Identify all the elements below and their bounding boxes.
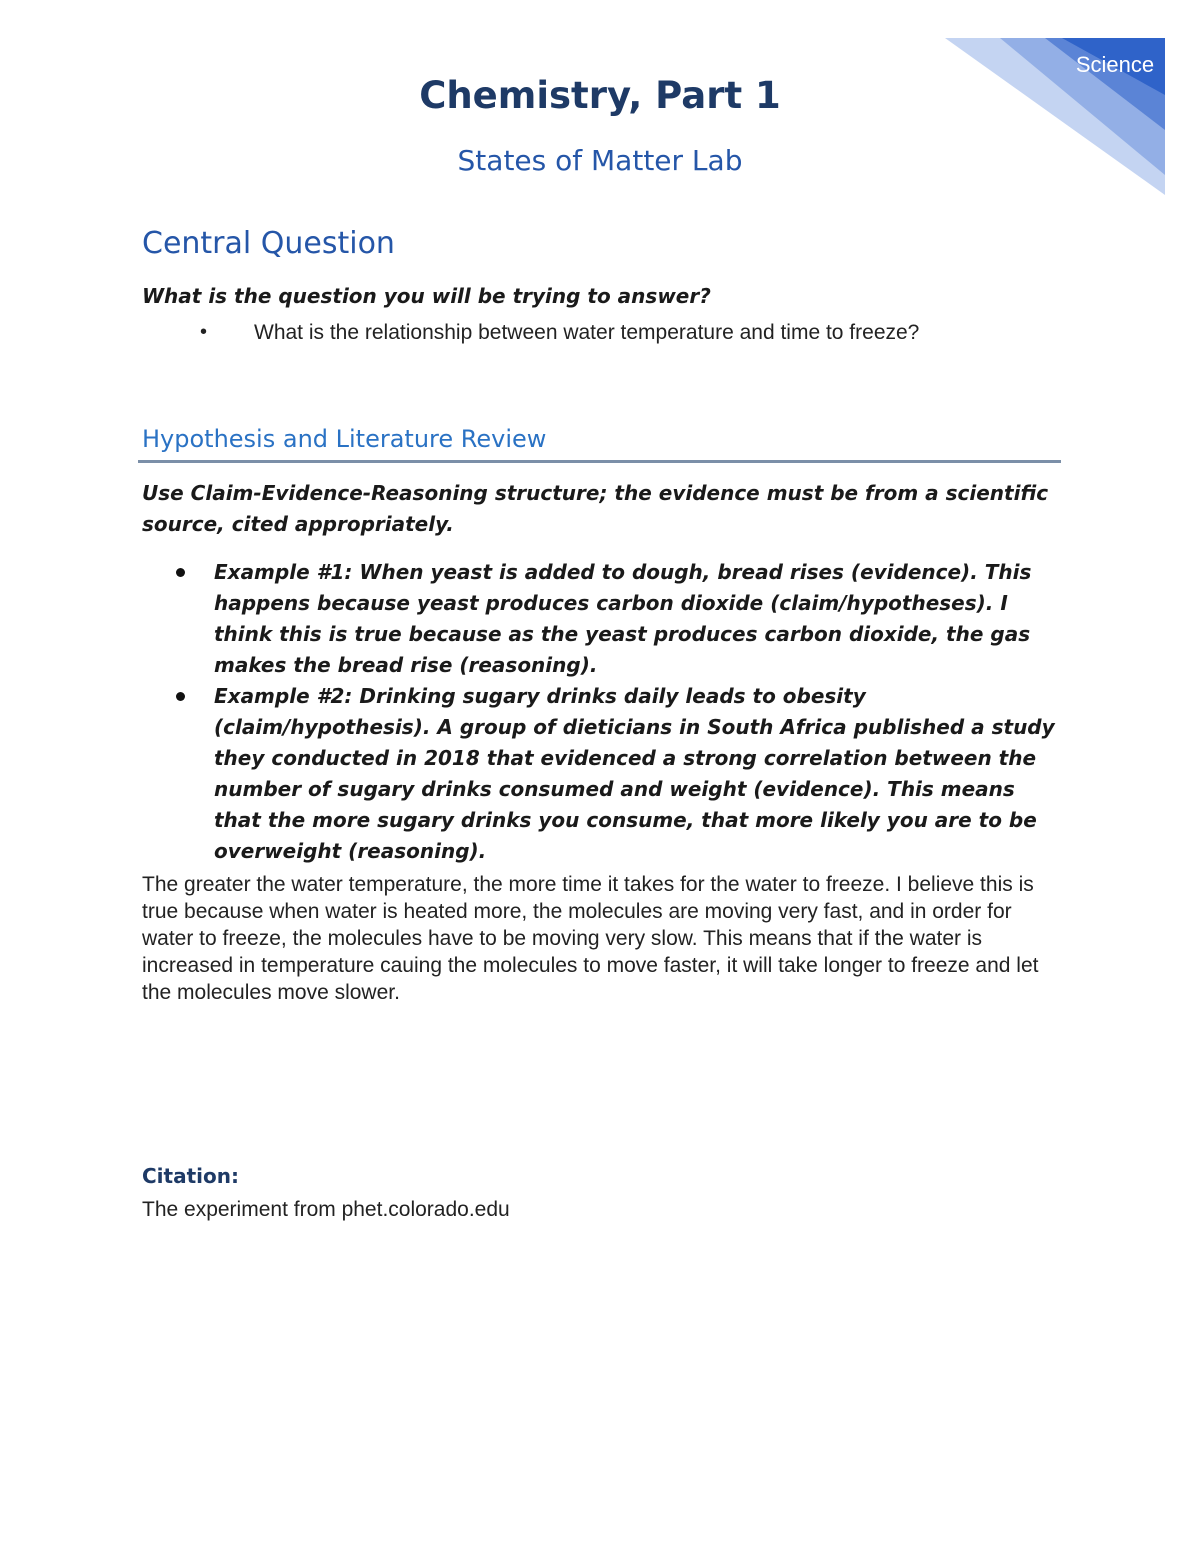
central-question-answer: What is the relationship between water temperature and time to freeze?	[254, 321, 920, 344]
bullet-dot-icon	[176, 692, 185, 701]
hypothesis-prompt: Use Claim-Evidence-Reasoning structure; the evidence must be from a scientific source, cited appropriately.	[142, 481, 1049, 536]
bullet-marker: •	[200, 321, 208, 343]
examples-list	[142, 557, 1062, 867]
page-subtitle: States of Matter Lab	[457, 144, 743, 177]
citation-heading: Citation:	[142, 1164, 239, 1188]
subject-tag: Science	[1075, 52, 1155, 77]
list-item	[142, 681, 1062, 867]
corner-decoration	[0, 0, 1200, 240]
hypothesis-answer: The greater the water temperature, the more time it takes for the water to freeze. I believe this is true because when water is heated more, the molecules are moving very fast, and in order for water to freeze, the molecules have to be moving very slow. This means that if the water is increased in temperature cauing the molecules to move faster, it will take longer to freeze and let the molecules move slower.	[142, 873, 1039, 1004]
example-text: Example #1: When yeast is added to dough, bread rises (evidence). This happens because yeast produces carbon dioxide (claim/hypotheses). I think this is true because as the yeast produces carbon dioxide, the gas makes the bread rise (reasoning).	[214, 560, 1032, 677]
section-divider	[138, 460, 1061, 463]
bullet-dot-icon	[176, 568, 185, 577]
central-question-heading: Central Question	[142, 226, 395, 261]
hypothesis-heading: Hypothesis and Literature Review	[142, 425, 547, 453]
list-item	[142, 557, 1062, 681]
central-question-prompt: What is the question you will be trying to answer?	[142, 284, 711, 308]
example-text: Example #2: Drinking sugary drinks daily leads to obesity (claim/hypothesis). A group of dieticians in South Africa published a study they conducted in 2018 that evidenced a strong correlation between the number of sugary drinks consumed and weight (evidence). This means that the more sugary drinks you consume, that more likely you are to be overweight (reasoning).	[214, 684, 1055, 863]
citation-text: The experiment from phet.colorado.edu	[142, 1198, 510, 1221]
page-title: Chemistry, Part 1	[419, 74, 781, 117]
